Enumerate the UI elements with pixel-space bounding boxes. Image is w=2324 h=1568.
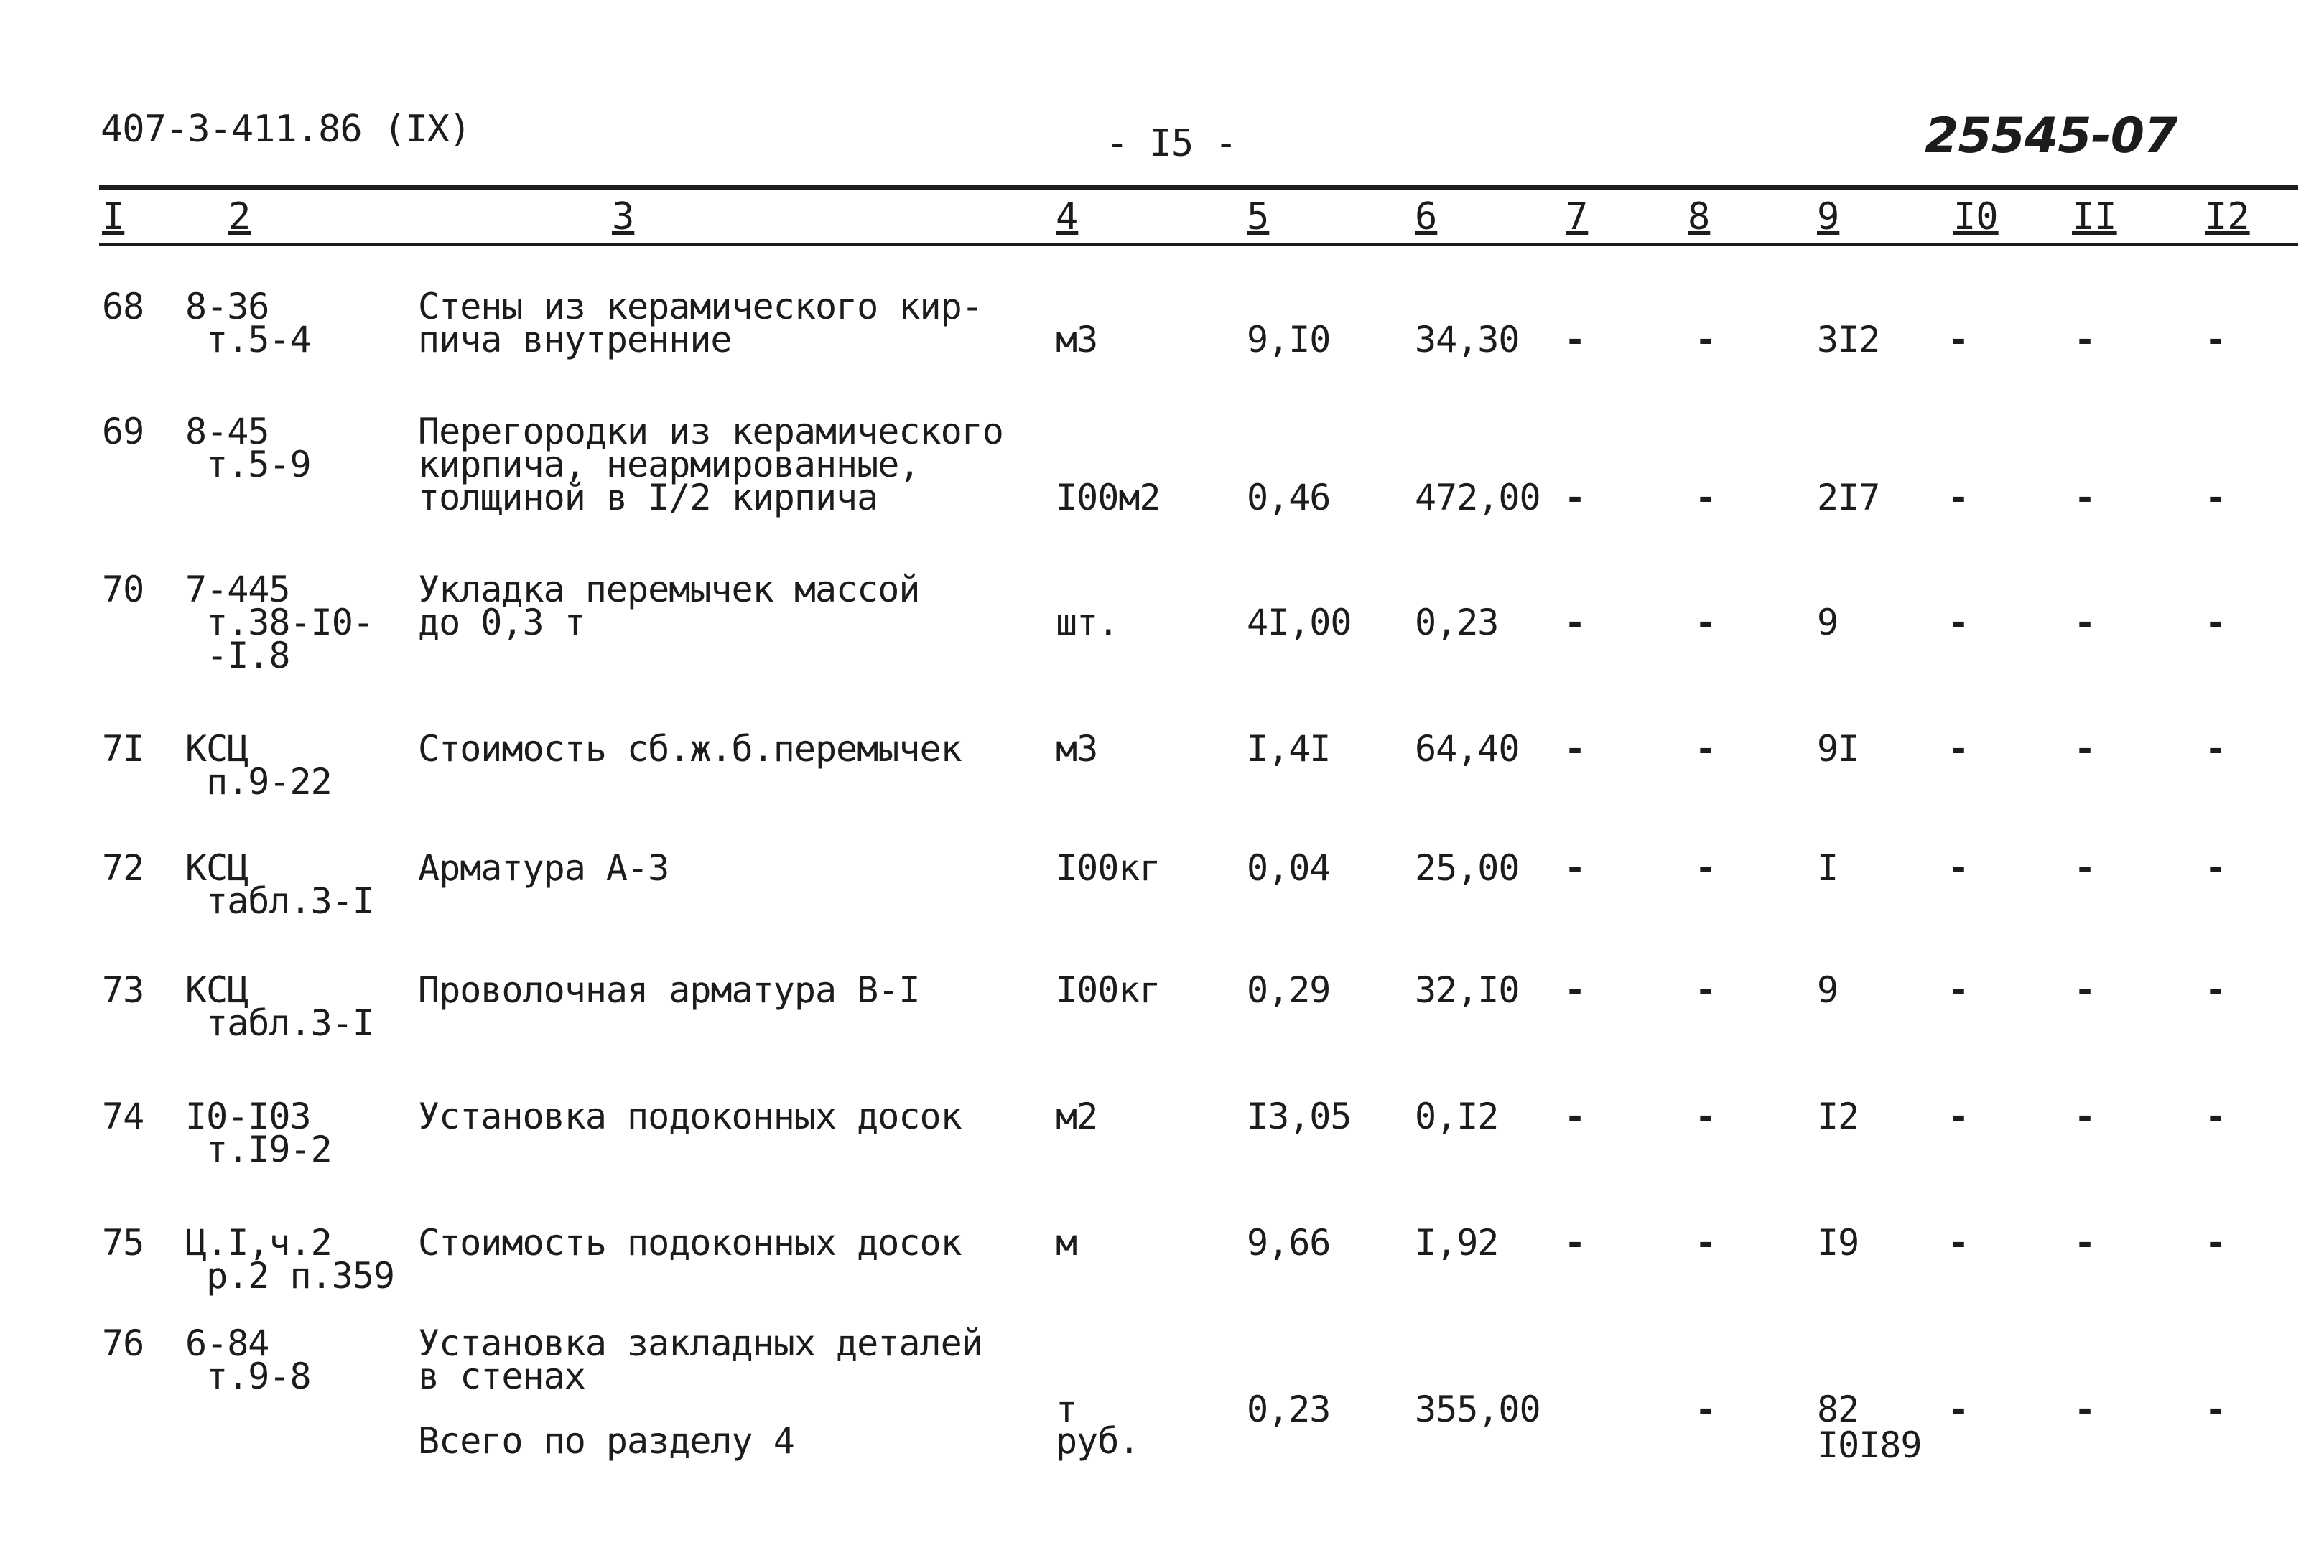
col7-cell: - [1564, 969, 1586, 1011]
column-header-9: 9 [1817, 195, 1840, 238]
quantity-cell: 0,46 [1247, 477, 1331, 518]
unit-cell: I00кг [1056, 847, 1161, 889]
col11-cell: - [2074, 1096, 2096, 1137]
row-number: 7I [102, 728, 144, 770]
unit-cell: I00м2 [1056, 477, 1161, 518]
col8-cell: - [1695, 847, 1716, 889]
norm-code-line: т.5-4 [185, 319, 311, 360]
quantity-cell: 0,04 [1247, 847, 1331, 889]
row-number: 76 [102, 1322, 144, 1364]
document-number: 25545-07 [1925, 108, 2177, 164]
norm-code-line: т.5-9 [185, 444, 311, 485]
row-number: 73 [102, 969, 144, 1011]
col8-cell: - [1695, 1222, 1716, 1264]
total-cost-cell: I2 [1817, 1096, 1859, 1137]
unit-price-cell: 355,00 [1415, 1389, 1540, 1430]
col8-cell: - [1695, 1389, 1716, 1430]
col12-cell: - [2205, 728, 2226, 770]
norm-code-line: т.9-8 [185, 1355, 311, 1397]
col11-cell: - [2074, 847, 2096, 889]
norm-code-line: КСЦ [185, 969, 248, 1011]
unit-price-cell: 34,30 [1415, 319, 1520, 360]
col11-cell: - [2074, 728, 2096, 770]
norm-code-line: 8-36 [185, 286, 269, 327]
total-cost-cell: I9 [1817, 1222, 1859, 1264]
unit-price-cell: 0,23 [1415, 602, 1499, 643]
norm-code [185, 728, 332, 803]
col10-cell: - [1948, 477, 1969, 518]
quantity-cell: 0,23 [1247, 1389, 1331, 1430]
norm-code [185, 1096, 332, 1170]
work-name-line: Укладка перемычек массой [418, 569, 920, 610]
work-name-line: до 0,3 т [418, 602, 585, 643]
work-name-line: толщиной в I/2 кирпича [418, 477, 878, 518]
norm-code [185, 969, 373, 1044]
col7-cell: - [1564, 602, 1586, 643]
unit-cell: м [1056, 1222, 1077, 1264]
work-name-line: Установка закладных деталей [418, 1322, 982, 1364]
norm-code-line: т.I9-2 [185, 1129, 332, 1170]
work-name-line: Стоимость сб.ж.б.перемычек [418, 728, 962, 770]
col10-cell: - [1948, 1389, 1969, 1430]
col7-cell: - [1564, 847, 1586, 889]
col12-cell: - [2205, 319, 2226, 360]
col12-cell: - [2205, 602, 2226, 643]
work-name-line: Стены из керамического кир- [418, 286, 982, 327]
unit-price-cell: 32,I0 [1415, 969, 1520, 1011]
col8-cell: - [1695, 602, 1716, 643]
norm-code-line: I0-I03 [185, 1096, 311, 1137]
col12-cell: - [2205, 1222, 2226, 1264]
norm-code-line: табл.3-I [185, 880, 373, 922]
col11-cell: - [2074, 1389, 2096, 1430]
work-name-line: Арматура А-3 [418, 847, 669, 889]
work-name [418, 286, 982, 360]
document-code: 407-3-411.86 (IX) [101, 108, 471, 151]
col7-cell: - [1564, 1222, 1586, 1264]
col11-cell: - [2074, 602, 2096, 643]
col7-cell: - [1564, 477, 1586, 518]
unit-price-cell: 25,00 [1415, 847, 1520, 889]
col7-cell: - [1564, 319, 1586, 360]
work-name [418, 569, 920, 643]
norm-code-line: КСЦ [185, 728, 248, 770]
norm-code [185, 411, 311, 485]
column-header-5: 5 [1247, 195, 1270, 238]
total-cost-cell: 2I7 [1817, 477, 1880, 518]
total-cost-cell: 82 [1817, 1389, 1859, 1430]
column-header-12: I2 [2205, 195, 2250, 238]
work-name-line: пича внутренние [418, 319, 732, 360]
unit-cell: м2 [1056, 1096, 1098, 1137]
col10-cell: - [1948, 1222, 1969, 1264]
col8-cell: - [1695, 1096, 1716, 1137]
summary-label: Всего по разделу 4 [418, 1420, 794, 1462]
work-name-line: Стоимость подоконных досок [418, 1222, 962, 1264]
row-number: 74 [102, 1096, 144, 1137]
col8-cell: - [1695, 477, 1716, 518]
quantity-cell: I3,05 [1247, 1096, 1352, 1137]
total-cost-cell: 9 [1817, 602, 1839, 643]
col8-cell: - [1695, 728, 1716, 770]
col11-cell: - [2074, 969, 2096, 1011]
total-cost-cell: 9 [1817, 969, 1839, 1011]
work-name [418, 969, 920, 1011]
norm-code-line: 6-84 [185, 1322, 269, 1364]
unit-cell: м3 [1056, 319, 1098, 360]
col8-cell: - [1695, 969, 1716, 1011]
quantity-cell: 0,29 [1247, 969, 1331, 1011]
row-number: 70 [102, 569, 144, 610]
unit-cell: шт. [1056, 602, 1119, 643]
col12-cell: - [2205, 1096, 2226, 1137]
col7-cell: - [1564, 728, 1586, 770]
unit-price-cell: 472,00 [1415, 477, 1540, 518]
norm-code [185, 1322, 311, 1397]
row-number: 75 [102, 1222, 144, 1264]
norm-code [185, 286, 311, 360]
unit-cell: м3 [1056, 728, 1098, 770]
column-header-7: 7 [1566, 195, 1589, 238]
col10-cell: - [1948, 969, 1969, 1011]
column-header-2: 2 [228, 195, 251, 238]
col11-cell: - [2074, 319, 2096, 360]
norm-code-line: т.38-I0- [185, 602, 373, 643]
col7-cell: - [1564, 1096, 1586, 1137]
work-name [418, 1096, 962, 1137]
column-header-10: I0 [1953, 195, 1999, 238]
norm-code [185, 847, 373, 922]
work-name-line: Установка подоконных досок [418, 1096, 962, 1137]
col12-cell: - [2205, 847, 2226, 889]
summary-total: I0I89 [1817, 1424, 1922, 1466]
col8-cell: - [1695, 319, 1716, 360]
total-cost-cell: 3I2 [1817, 319, 1880, 360]
row-number: 72 [102, 847, 144, 889]
column-header-4: 4 [1056, 195, 1079, 238]
header-rule-top [99, 185, 2298, 190]
row-number: 69 [102, 411, 144, 452]
norm-code-line: 8-45 [185, 411, 269, 452]
col12-cell: - [2205, 969, 2226, 1011]
norm-code-line: табл.3-I [185, 1002, 373, 1044]
page-number: - I5 - [1106, 122, 1237, 165]
col12-cell: - [2205, 1389, 2226, 1430]
column-header-3: 3 [612, 195, 635, 238]
header-rule-bottom [99, 243, 2298, 246]
unit-cell: I00кг [1056, 969, 1161, 1011]
row-number: 68 [102, 286, 144, 327]
norm-code-line: р.2 п.359 [185, 1255, 395, 1297]
total-cost-cell: I [1817, 847, 1839, 889]
unit-price-cell: 64,40 [1415, 728, 1520, 770]
work-name [418, 1222, 962, 1264]
work-name [418, 728, 962, 770]
col10-cell: - [1948, 319, 1969, 360]
quantity-cell: 9,66 [1247, 1222, 1331, 1264]
norm-code-line: 7-445 [185, 569, 290, 610]
unit-price-cell: 0,I2 [1415, 1096, 1499, 1137]
col10-cell: - [1948, 728, 1969, 770]
quantity-cell: I,4I [1247, 728, 1331, 770]
norm-code-line: -I.8 [185, 635, 290, 676]
norm-code [185, 1222, 395, 1297]
work-name-line: Проволочная арматура В-I [418, 969, 920, 1011]
unit-cell: т [1056, 1389, 1077, 1430]
column-header-1: I [102, 195, 125, 238]
col12-cell: - [2205, 477, 2226, 518]
unit-price-cell: I,92 [1415, 1222, 1499, 1264]
work-name-line: Перегородки из керамического [418, 411, 1003, 452]
norm-code-line: КСЦ [185, 847, 248, 889]
work-name-line: в стенах [418, 1355, 585, 1397]
work-name-line: кирпича, неармированные, [418, 444, 920, 485]
col10-cell: - [1948, 1096, 1969, 1137]
column-header-11: II [2072, 195, 2117, 238]
col11-cell: - [2074, 1222, 2096, 1264]
work-name [418, 847, 669, 889]
column-header-8: 8 [1688, 195, 1711, 238]
column-header-6: 6 [1415, 195, 1438, 238]
col11-cell: - [2074, 477, 2096, 518]
total-cost-cell: 9I [1817, 728, 1859, 770]
quantity-cell: 4I,00 [1247, 602, 1352, 643]
work-name [418, 411, 1003, 518]
work-name [418, 1322, 982, 1397]
summary-unit: руб. [1056, 1420, 1140, 1462]
norm-code [185, 569, 373, 676]
col10-cell: - [1948, 602, 1969, 643]
norm-code-line: Ц.I,ч.2 [185, 1222, 332, 1264]
norm-code-line: п.9-22 [185, 761, 332, 803]
quantity-cell: 9,I0 [1247, 319, 1331, 360]
col10-cell: - [1948, 847, 1969, 889]
